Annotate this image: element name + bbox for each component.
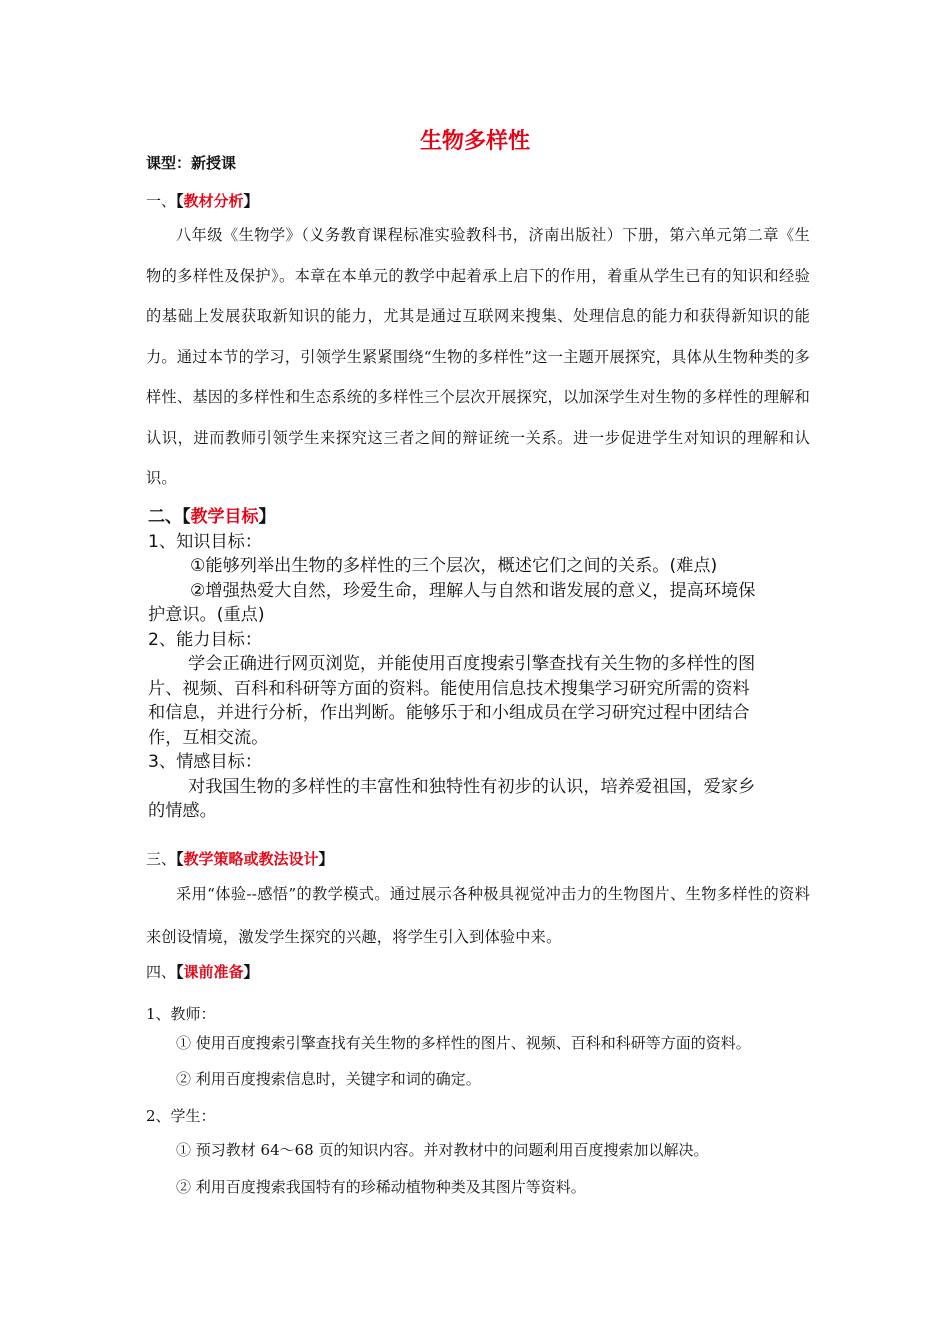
section-number: 一、 <box>146 192 177 210</box>
section-number: 四、 <box>146 963 177 981</box>
teaching-objectives-block <box>148 505 798 824</box>
knowledge-objective-1: ①能够列举出生物的多样性的三个层次，概述它们之间的关系。(难点) <box>190 556 718 576</box>
section-label: 教材分析 <box>183 192 244 210</box>
ability-objective-title: 2、能力目标： <box>148 629 263 650</box>
section-number: 三、 <box>146 850 177 868</box>
bracket-open: 【 <box>176 963 184 981</box>
knowledge-objective-2: ②增强热爱大自然，珍爱生命，理解人与自然和谐发展的意义，提高环境保 <box>190 580 756 601</box>
ability-objective-line: 和信息，并进行分析，作出判断。能够乐于和小组成员在学习研究过程中团结合 <box>148 703 750 723</box>
section-heading-3 <box>146 848 334 869</box>
bracket-close: 】 <box>318 850 334 868</box>
ability-objective-line: 学会正确进行网页浏览，并能使用百度搜索引擎查找有关生物的多样性的图 <box>188 654 756 674</box>
teacher-prep-title: 1、教师： <box>146 1005 216 1023</box>
section-label: 课前准备 <box>183 963 244 981</box>
knowledge-objective-title: 1、知识目标： <box>148 531 263 552</box>
section-label: 教学策略或教法设计 <box>183 850 319 868</box>
student-prep-item: ② 利用百度搜索我国特有的珍稀动植物种类及其图片等资料。 <box>176 1178 586 1196</box>
bracket-open: 【 <box>182 507 191 527</box>
bracket-close: 】 <box>243 963 259 981</box>
section-heading-4 <box>146 961 259 982</box>
section-heading-1 <box>146 190 259 211</box>
teacher-prep-item: ① 使用百度搜索引擎查找有关生物的多样性的图片、视频、百科和科研等方面的资料。 <box>176 1034 751 1052</box>
section-heading-2 <box>148 505 798 530</box>
bracket-close: 】 <box>243 192 259 210</box>
section-number: 二、 <box>148 507 182 527</box>
ability-objective-line: 片、视频、百科和科研等方面的资料。能使用信息技术搜集学习研究所需的资料 <box>148 678 750 699</box>
section-label: 教学目标 <box>190 507 259 527</box>
bracket-open: 【 <box>176 850 184 868</box>
student-prep-title: 2、学生： <box>146 1107 216 1125</box>
ability-objective-line: 作，互相交流。 <box>148 727 269 748</box>
bracket-open: 【 <box>176 192 184 210</box>
student-prep-item: ① 预习教材 64～68 页的知识内容。并对教材中的问题利用百度搜索加以解决。 <box>176 1141 709 1159</box>
knowledge-objective-2-cont: 护意识。(重点) <box>148 605 265 625</box>
lesson-type: 课型：新授课 <box>146 154 237 172</box>
page-title: 生物多样性 <box>419 129 530 154</box>
emotion-objective-title: 3、情感目标： <box>148 752 263 772</box>
emotion-objective-line: 对我国生物的多样性的丰富性和独特性有初步的认识，培养爱祖国，爱家乡 <box>188 776 756 797</box>
textbook-analysis-paragraph: 八年级《生物学》（义务教育课程标准实验教科书，济南出版社）下册，第六单元第二章《生物的多样性及保护》。本章在本单元的教学中起着承上启下的作用，着重从学生已有的知识和经验的基础上发展获取新知识的能力，尤其是通过互联网来搜集、处理信息的能力和获得新知识的能力。通过本节的学习，引领学生紧紧围绕“生物的多样性”这一主题开展探究，具体从生物种类的多样性、基因的多样性和生态系统的多样性三个层次开展探究，以加深学生对生物的多样性的理解和认识，进而教师引领学生来探究这三者之间的辩证统一关系。进一步促进学生对知识的理解和认识。 <box>146 226 810 487</box>
emotion-objective-line: 的情感。 <box>148 801 217 821</box>
teaching-strategy-paragraph: 采用“体验--感悟”的教学模式。通过展示各种极具视觉冲击力的生物图片、生物多样性的资料来创设情境，激发学生探究的兴趣，将学生引入到体验中来。 <box>146 885 810 946</box>
bracket-close: 】 <box>258 507 276 527</box>
teacher-prep-item: ② 利用百度搜索信息时，关键字和词的确定。 <box>176 1070 481 1088</box>
